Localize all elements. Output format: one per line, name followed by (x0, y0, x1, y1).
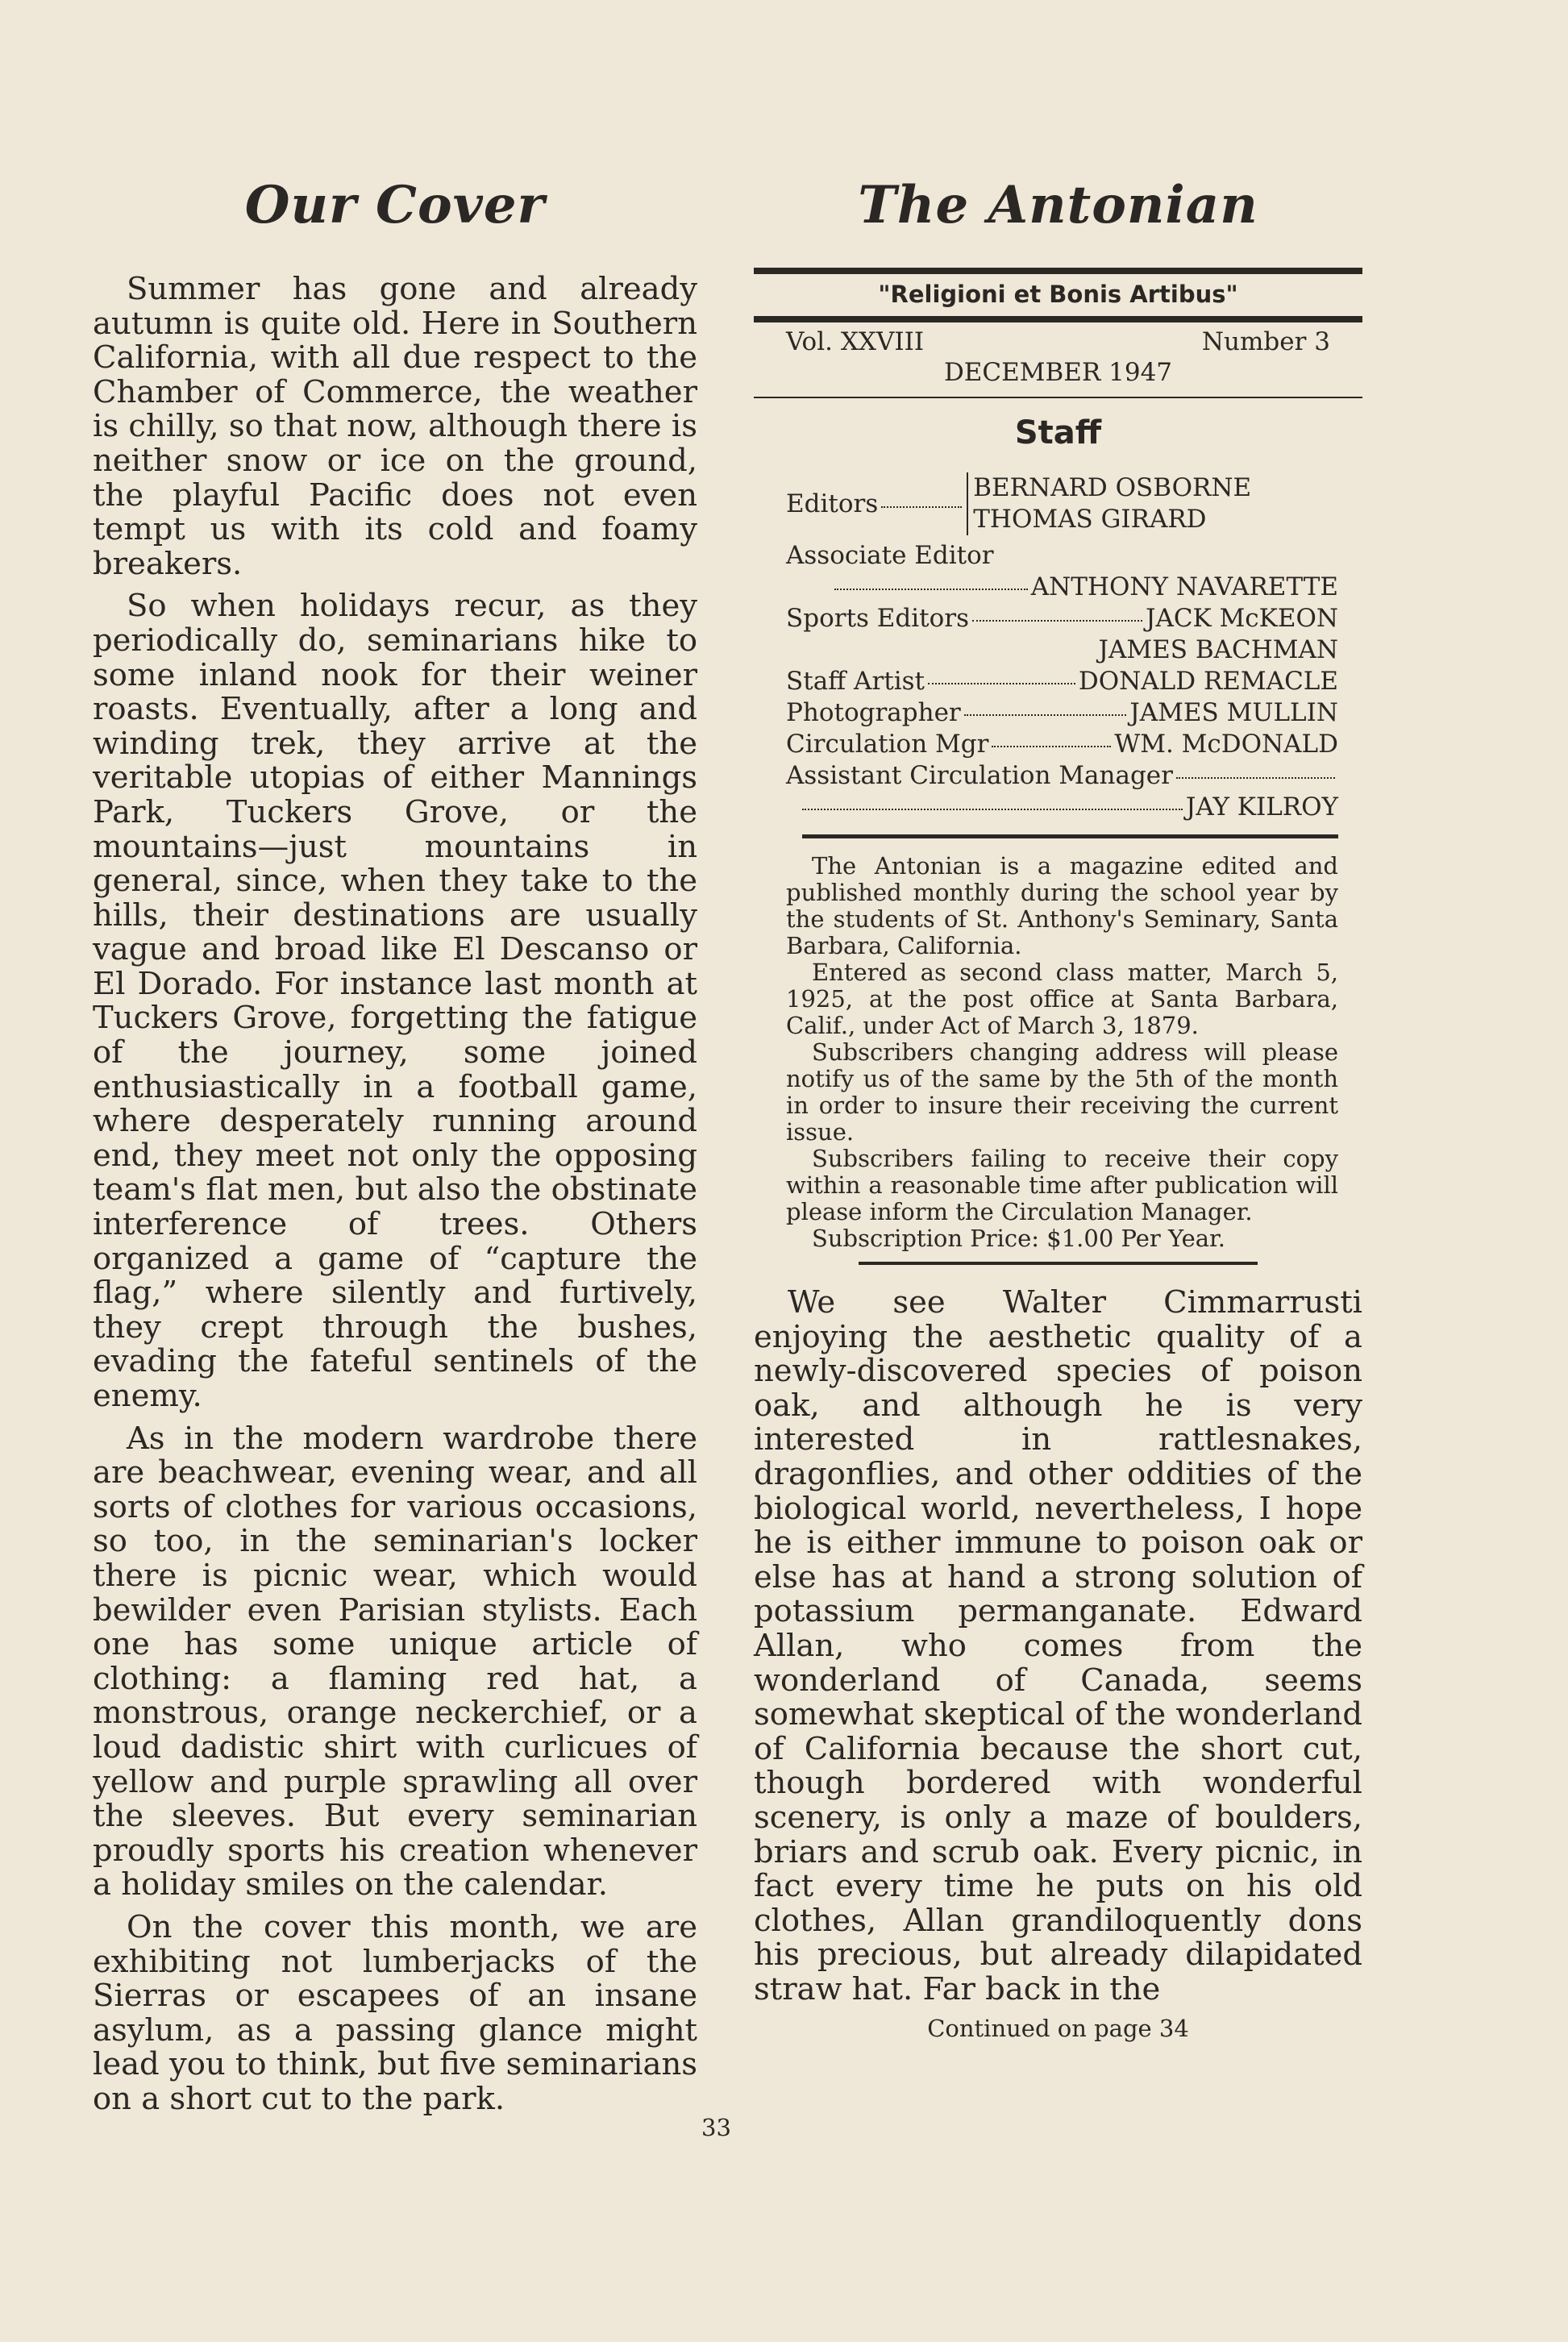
info-paragraph: Subscription Price: $1.00 Per Year. (812, 1225, 1225, 1252)
paragraph: On the cover this month, we are exhibiting not lumberjacks of the Sierras or escapees of an insane asylum, as a passing glance might lead you to think, but five seminarians on a short cut to the park. (93, 1908, 697, 2117)
leader-dots (834, 589, 1028, 590)
masthead-rule (754, 316, 1362, 322)
paragraph: Summer has gone and already autumn is quite old. Here in Southern California, with all due respect to the Chamber of Commerce, the weather is chilly, so that now, although there is neither snow or ice on the ground, the playful Pacific does not even tempt us with its cold and foamy breakers. (93, 271, 697, 582)
assistant-circulation-name-row (786, 792, 1338, 823)
staff-label: Assistant Circulation Manager (786, 761, 1173, 790)
associate-row (786, 572, 1338, 603)
staff-label: Photographer (786, 698, 961, 727)
staff-name: THOMAS GIRARD (973, 505, 1207, 534)
staff-name: BERNARD OSBORNE (973, 473, 1252, 502)
publication-info (786, 853, 1338, 1252)
staff-name: JACK McKEON (1146, 604, 1338, 633)
staff-name: JAMES BACHMAN (1098, 635, 1338, 664)
photographer-row (786, 697, 1338, 729)
leader-dots (992, 746, 1111, 747)
leader-dots (928, 683, 1075, 684)
article-continued-text: We see Walter Cimmarrusti enjoying the aesthetic quality of a newly-discovered species of poison oak, and although he is very interested in rattlesnakes, dragonflies, and other oddities of the biological world, nevertheless, I hope he is either immune to poison oak or else has at hand a strong solution of potassium permanganate. Edward Allan, who comes from the wonderland of Canada, seems somewhat skeptical of the wonderland of California because the short cut, though bordered with wonderful scenery, is only a maze of boulders, briars and scrub oak. Every picnic, in fact every time he puts on his old clothes, Allan grandiloquently dons his precious, but already dilapidated straw hat. Far back in the (754, 1284, 1362, 2007)
masthead-rule (754, 268, 1362, 274)
paragraph: As in the modern wardrobe there are beachwear, evening wear, and all sorts of clothes for various occasions, so too, in the seminarian's locker there is picnic wear, which would bewilder even Parisian stylists. Each one has some unique article of clothing: a flaming red hat, a monstrous, orange neckerchief, or a loud dadistic shirt with curlicues of yellow and purple sprawling all over the sleeves. But every seminarian proudly sports his creation whenever a holiday smiles on the calendar. (93, 1420, 697, 1903)
our-cover-title: Our Cover (244, 175, 546, 235)
info-paragraph: The Antonian is a magazine edited and published monthly during the school year by the students of St. Anthony's Seminary, Santa Barbara, California. (786, 852, 1338, 959)
divider (754, 397, 1362, 398)
circulation-row (786, 729, 1338, 760)
info-paragraph: Subscribers changing address will please notify us of the same by the 5th of the month in order to insure their receiving the current issue. (786, 1038, 1338, 1146)
leader-dots (881, 506, 962, 508)
staff-heading: Staff (1014, 414, 1102, 451)
staff-name: DONALD REMACLE (1078, 667, 1338, 696)
issue-number: Number 3 (1201, 327, 1330, 356)
staff-label: Editors (786, 489, 879, 518)
volume-line (786, 327, 1330, 356)
assistant-circulation-row (786, 760, 1338, 792)
issue-date: DECEMBER 1947 (943, 358, 1173, 387)
staff-name: JAY KILROY (1185, 792, 1338, 822)
artist-row (786, 666, 1338, 697)
antonian-title: The Antonian (858, 175, 1258, 235)
leader-dots (964, 714, 1127, 716)
divider (802, 834, 1338, 838)
leader-dots (972, 620, 1142, 622)
staff-name: JAMES MULLIN (1129, 698, 1338, 727)
staff-label: Circulation Mgr (786, 730, 989, 759)
editor-names (967, 472, 1251, 535)
info-paragraph: Subscribers failing to receive their copy within a reasonable time after publication will please inform the Circulation Manager. (786, 1145, 1338, 1225)
staff-label: Staff Artist (786, 667, 925, 696)
editors-row (786, 472, 1338, 535)
staff-label: Sports Editors (786, 604, 970, 633)
left-column (93, 161, 697, 2124)
staff-name: WM. McDONALD (1114, 730, 1338, 759)
info-paragraph: Entered as second class matter, March 5, 1925, at the post office at Santa Barbara, Calif., under Act of March 3, 1879. (786, 959, 1338, 1039)
continued-note: Continued on page 34 (927, 2015, 1189, 2043)
leader-dots (1176, 777, 1335, 779)
leader-dots (802, 809, 1183, 810)
page-number: 33 (701, 2114, 731, 2141)
our-cover-article (93, 272, 697, 2116)
right-column (754, 161, 1362, 2042)
staff-name: ANTHONY NAVARETTE (1030, 572, 1338, 601)
volume: Vol. XXVIII (786, 327, 925, 356)
staff-list (786, 472, 1338, 823)
sports-row (786, 603, 1338, 634)
paragraph: So when holidays recur, as they periodically do, seminarians hike to some inland nook for their weiner roasts. Eventually, after a long and winding trek, they arrive at the veritable utopias of either Mannings Park, Tuckers Grove, or the mountains—just mountains in general, since, when they take to the hills, their destinations are usually vague and broad like El Descanso or El Dorado. For instance last month at Tuckers Grove, forgetting the fatigue of the journey, some joined enthusiastically in a football game, where desperately running around end, they meet not only the opposing team's flat men, but also the obstinate interference of trees. Others organized a game of “capture the flag,” where silently and furtively, they crept through the bushes, evading the fateful sentinels of the enemy. (93, 588, 697, 1414)
staff-label: Associate Editor (786, 541, 994, 570)
divider (859, 1262, 1258, 1265)
motto: "Religioni et Bonis Artibus" (878, 281, 1238, 308)
